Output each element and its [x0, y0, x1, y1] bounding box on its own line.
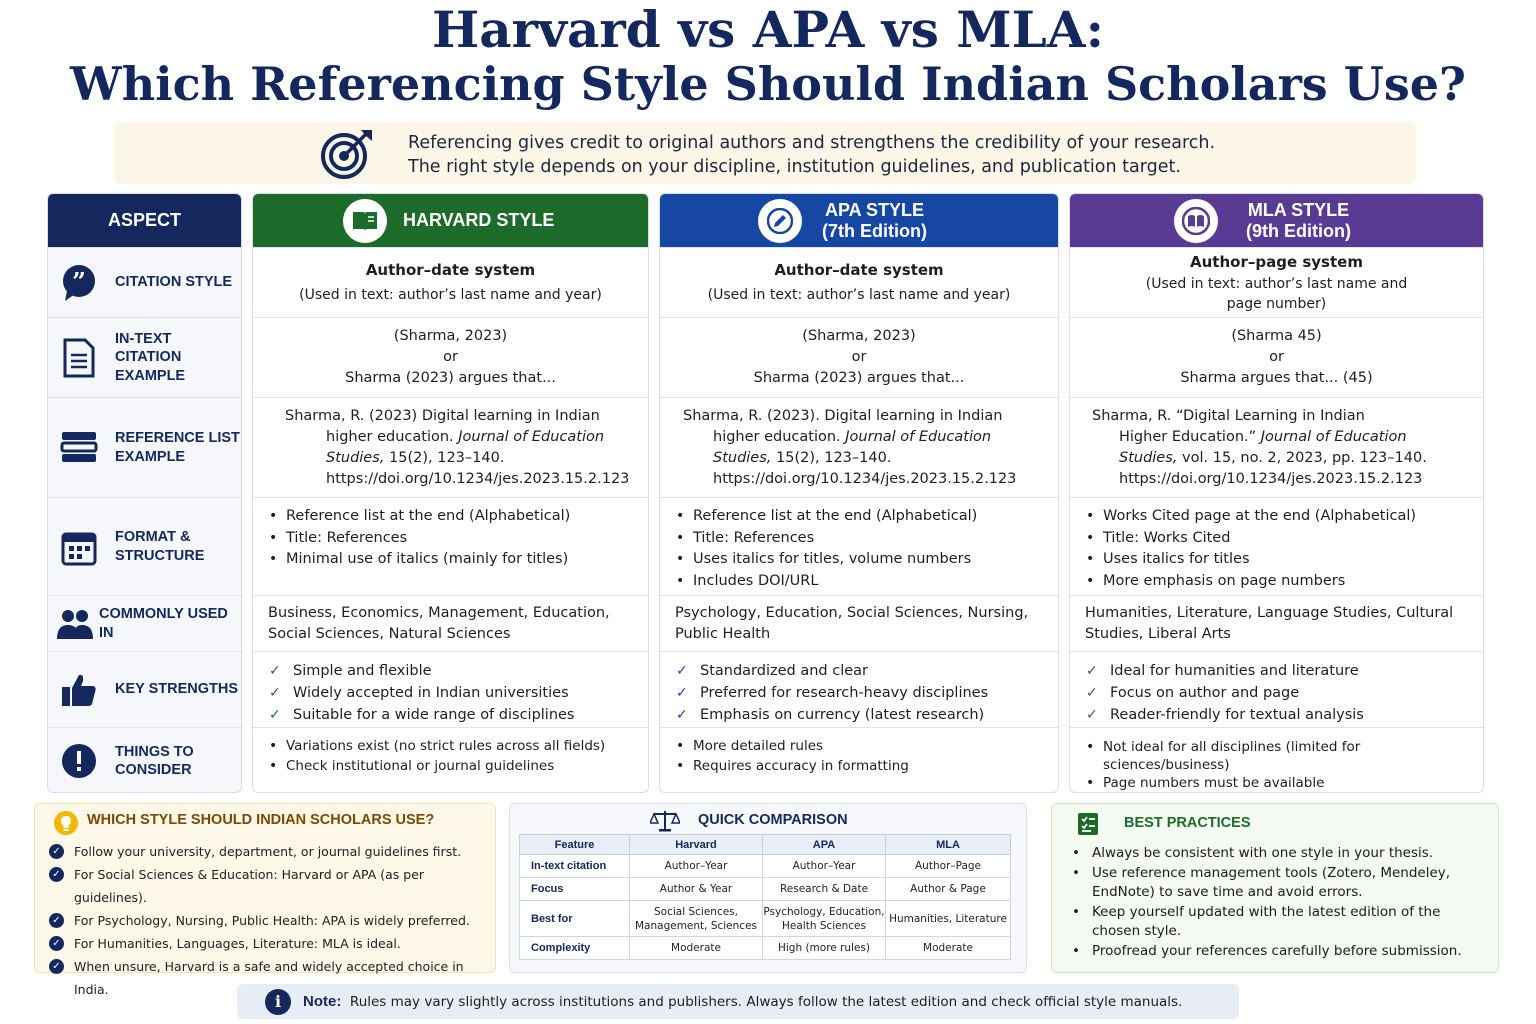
checklist-icon — [1076, 811, 1102, 837]
list-item: • Includes DOI/URL — [676, 571, 1058, 593]
mla-strengths — [1070, 651, 1483, 727]
harvard-header — [253, 194, 648, 247]
mla-commonly-used: Humanities, Literature, Language Studies, Cultural Studies, Liberal Arts — [1070, 595, 1483, 651]
users-icon — [54, 603, 96, 645]
mla-format — [1070, 497, 1483, 595]
list-item: ✓ For Psychology, Nursing, Public Health: APA is widely preferred. — [49, 909, 495, 932]
note-text: Rules may vary slightly across institutions and publishers. Always follow the latest edition and check official style manuals. — [349, 994, 1183, 1010]
table-header-row: Feature Harvard APA MLA — [520, 835, 1011, 855]
apa-column — [659, 193, 1059, 793]
aspect-commonly-used: COMMONLY USED IN — [48, 595, 241, 651]
page-title — [0, 2, 1536, 110]
list-item: ✓ For Humanities, Languages, Literature: MLA is ideal. — [49, 932, 495, 955]
open-book-icon — [1174, 199, 1218, 243]
aspect-things-to-consider: THINGS TO CONSIDER — [48, 727, 241, 793]
intro-line-2: The right style depends on your discipline, institution guidelines, and publication target. — [408, 157, 1181, 177]
check-icon: ✓ — [49, 959, 64, 974]
svg-text:”: ” — [72, 266, 86, 296]
note-label: Note: — [303, 993, 342, 1010]
list-item: ✓ Follow your university, department, or journal guidelines first. — [49, 840, 495, 863]
comparison-table — [519, 834, 1011, 960]
apa-consider — [660, 727, 1058, 793]
intro-text — [408, 131, 1215, 179]
quick-comparison-panel — [509, 803, 1027, 973]
table-row: Best for Social Sciences, Management, Sciences Psychology, Education, Health Sciences Humanities, Literature — [520, 901, 1011, 937]
list-item: • More emphasis on page numbers — [1086, 571, 1483, 593]
list-item: ✓ When unsure, Harvard is a safe and widely accepted choice in India. — [49, 955, 495, 1001]
list-item: ✓ Simple and flexible — [269, 660, 648, 682]
quote-bubble-icon — [58, 262, 100, 304]
list-item: ✓ For Social Sciences & Education: Harvard or APA (as per guidelines). — [49, 863, 495, 909]
list-item: ✓ Emphasis on currency (latest research) — [676, 704, 1058, 726]
list-item: • Use reference management tools (Zotero, Mendeley, EndNote) to save time and avoid errors. — [1070, 864, 1490, 902]
intro-line-1: Referencing gives credit to original authors and strengthens the credibility of your research. — [408, 133, 1216, 153]
best-practices-panel — [1051, 803, 1499, 973]
book-icon — [343, 199, 387, 243]
aspect-format: FORMAT & STRUCTURE — [48, 497, 241, 595]
list-item: • Requires accuracy in formatting — [676, 756, 1058, 776]
table-row: Complexity Moderate High (more rules) Moderate — [520, 937, 1011, 960]
aspect-column — [47, 193, 242, 793]
apa-title: APA STYLE (7th Edition) — [822, 199, 927, 241]
harvard-title: HARVARD STYLE — [403, 210, 555, 230]
mla-consider — [1070, 727, 1483, 793]
apa-strengths — [660, 651, 1058, 727]
mla-header — [1070, 194, 1483, 247]
thumbs-up-icon — [58, 669, 100, 711]
list-item: • Title: References — [676, 528, 1058, 550]
calendar-icon — [58, 526, 100, 568]
aspect-in-text: IN-TEXT CITATION EXAMPLE — [48, 317, 241, 397]
harvard-format — [253, 497, 648, 595]
list-item: • Variations exist (no strict rules across all fields) — [269, 736, 648, 756]
list-item: ✓ Preferred for research-heavy disciplines — [676, 682, 1058, 704]
info-icon: i — [265, 989, 291, 1015]
list-item: • Minimal use of italics (mainly for titles) — [269, 549, 648, 571]
apa-commonly-used: Psychology, Education, Social Sciences, Nursing, Public Health — [660, 595, 1058, 651]
aspect-reference-list: REFERENCE LIST EXAMPLE — [48, 397, 241, 497]
list-item: • More detailed rules — [676, 736, 1058, 756]
list-item: • Reference list at the end (Alphabetical) — [676, 506, 1058, 528]
table-row: In-text citation Author–Year Author–Year Author–Page — [520, 855, 1011, 878]
list-item: • Proofread your references carefully before submission. — [1070, 942, 1490, 961]
check-icon: ✓ — [49, 867, 64, 882]
note-banner — [237, 984, 1239, 1019]
mla-citation-style: Author–page system (Used in text: author’s last name and page number) — [1070, 247, 1483, 317]
title-line-1: Harvard vs APA vs MLA: — [431, 0, 1105, 59]
document-icon — [58, 337, 100, 379]
apa-citation-style: Author–date system (Used in text: author’s last name and year) — [660, 247, 1058, 317]
list-item: • Check institutional or journal guidelines — [269, 756, 648, 776]
mla-column — [1069, 193, 1484, 793]
list-item: • Uses italics for titles — [1086, 549, 1483, 571]
harvard-consider — [253, 727, 648, 793]
list-item: • Uses italics for titles, volume numbers — [676, 549, 1058, 571]
harvard-strengths — [253, 651, 648, 727]
list-item: ✓ Widely accepted in Indian universities — [269, 682, 648, 704]
quick-comparison-title: QUICK COMPARISON — [698, 812, 848, 828]
harvard-column — [252, 193, 649, 793]
harvard-citation-style: Author–date system (Used in text: author’s last name and year) — [253, 247, 648, 317]
list-item: • Keep yourself updated with the latest edition of the chosen style. — [1070, 903, 1490, 941]
aspect-citation-style: ” CITATION STYLE — [48, 247, 241, 317]
list-item: ✓ Focus on author and page — [1086, 682, 1483, 704]
list-item: • Not ideal for all disciplines (limited for sciences/business) — [1086, 738, 1423, 774]
best-practices-title: BEST PRACTICES — [1124, 815, 1251, 831]
list-item: • Works Cited page at the end (Alphabetical) — [1086, 506, 1483, 528]
check-icon: ✓ — [49, 936, 64, 951]
intro-banner — [114, 122, 1416, 184]
apa-header — [660, 194, 1058, 247]
list-item: • Page numbers must be available — [1086, 774, 1423, 792]
title-line-2: Which Referencing Style Should Indian Scholars Use? — [70, 57, 1466, 111]
check-icon: ✓ — [49, 913, 64, 928]
aspect-header: ASPECT — [48, 194, 241, 247]
pencil-icon — [758, 199, 802, 243]
list-item: ✓ Reader-friendly for textual analysis — [1086, 704, 1483, 726]
target-icon — [320, 128, 374, 180]
list-item: • Title: References — [269, 528, 648, 550]
harvard-commonly-used: Business, Economics, Management, Education, Social Sciences, Natural Sciences — [253, 595, 648, 651]
which-style-title: WHICH STYLE SHOULD INDIAN SCHOLARS USE? — [87, 812, 435, 828]
harvard-reference-example: Sharma, R. (2023) Digital learning in Indian higher education. Journal of Education Studies, 15(2), 123–140. https://doi.org/10.1234/jes.2023.15.2.123 — [253, 397, 648, 497]
mla-in-text: (Sharma 45) or Sharma argues that... (45) — [1070, 317, 1483, 397]
list-item: ✓ Suitable for a wide range of disciplines — [269, 704, 648, 726]
apa-reference-example: Sharma, R. (2023). Digital learning in Indian higher education. Journal of Education Studies, 15(2), 123–140. https://doi.org/10.1234/jes.2023.15.2.123 — [660, 397, 1058, 497]
mla-reference-example: Sharma, R. “Digital Learning in Indian Higher Education.” Journal of Education Studies, vol. 15, no. 2, 2023, pp. 123–140. https://doi.org/10.1234/jes.2023.15.2.123 — [1070, 397, 1483, 497]
exclamation-icon — [58, 740, 100, 782]
which-style-panel — [34, 803, 496, 997]
stacked-books-icon — [58, 427, 100, 469]
list-item: • Always be consistent with one style in your thesis. — [1070, 844, 1490, 863]
mla-title: MLA STYLE (9th Edition) — [1246, 199, 1351, 241]
list-item: • Title: Works Cited — [1086, 528, 1483, 550]
list-item: ✓ Ideal for humanities and literature — [1086, 660, 1483, 682]
harvard-in-text: (Sharma, 2023) or Sharma (2023) argues that... — [253, 317, 648, 397]
lightbulb-icon — [53, 810, 79, 836]
scales-icon — [650, 809, 680, 833]
check-icon: ✓ — [49, 844, 64, 859]
table-row: Focus Author & Year Research & Date Author & Page — [520, 878, 1011, 901]
apa-format — [660, 497, 1058, 595]
apa-in-text: (Sharma, 2023) or Sharma (2023) argues that... — [660, 317, 1058, 397]
list-item: ✓ Standardized and clear — [676, 660, 1058, 682]
list-item: • Reference list at the end (Alphabetical) — [269, 506, 648, 528]
aspect-key-strengths: KEY STRENGTHS — [48, 651, 241, 727]
